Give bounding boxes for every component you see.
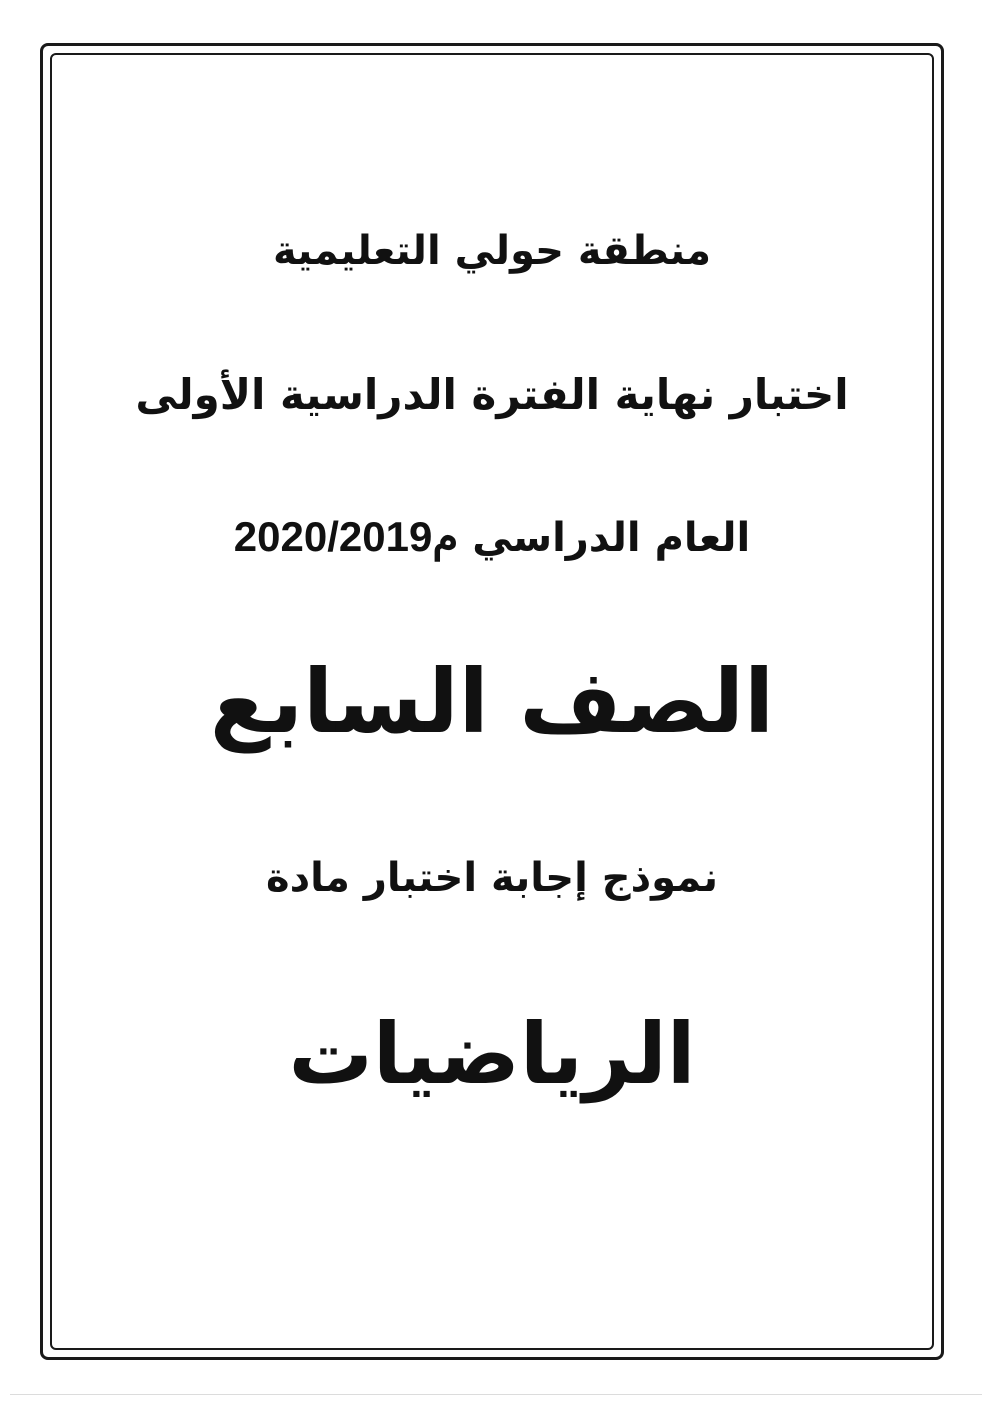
education-region-heading: منطقة حولي التعليمية [272,228,712,274]
academic-year-label: العام الدراسي [472,515,751,561]
answer-model-label: نموذج إجابة اختبار مادة [265,855,719,901]
exam-title: اختبار نهاية الفترة الدراسية الأولى [135,370,849,419]
academic-year-value: 2020/2019م [233,513,459,560]
grade-title: الصف السابع [209,650,775,753]
academic-year-line [60,512,924,561]
scan-edge-divider [10,1394,982,1395]
subject-title: الرياضيات [288,1005,696,1103]
